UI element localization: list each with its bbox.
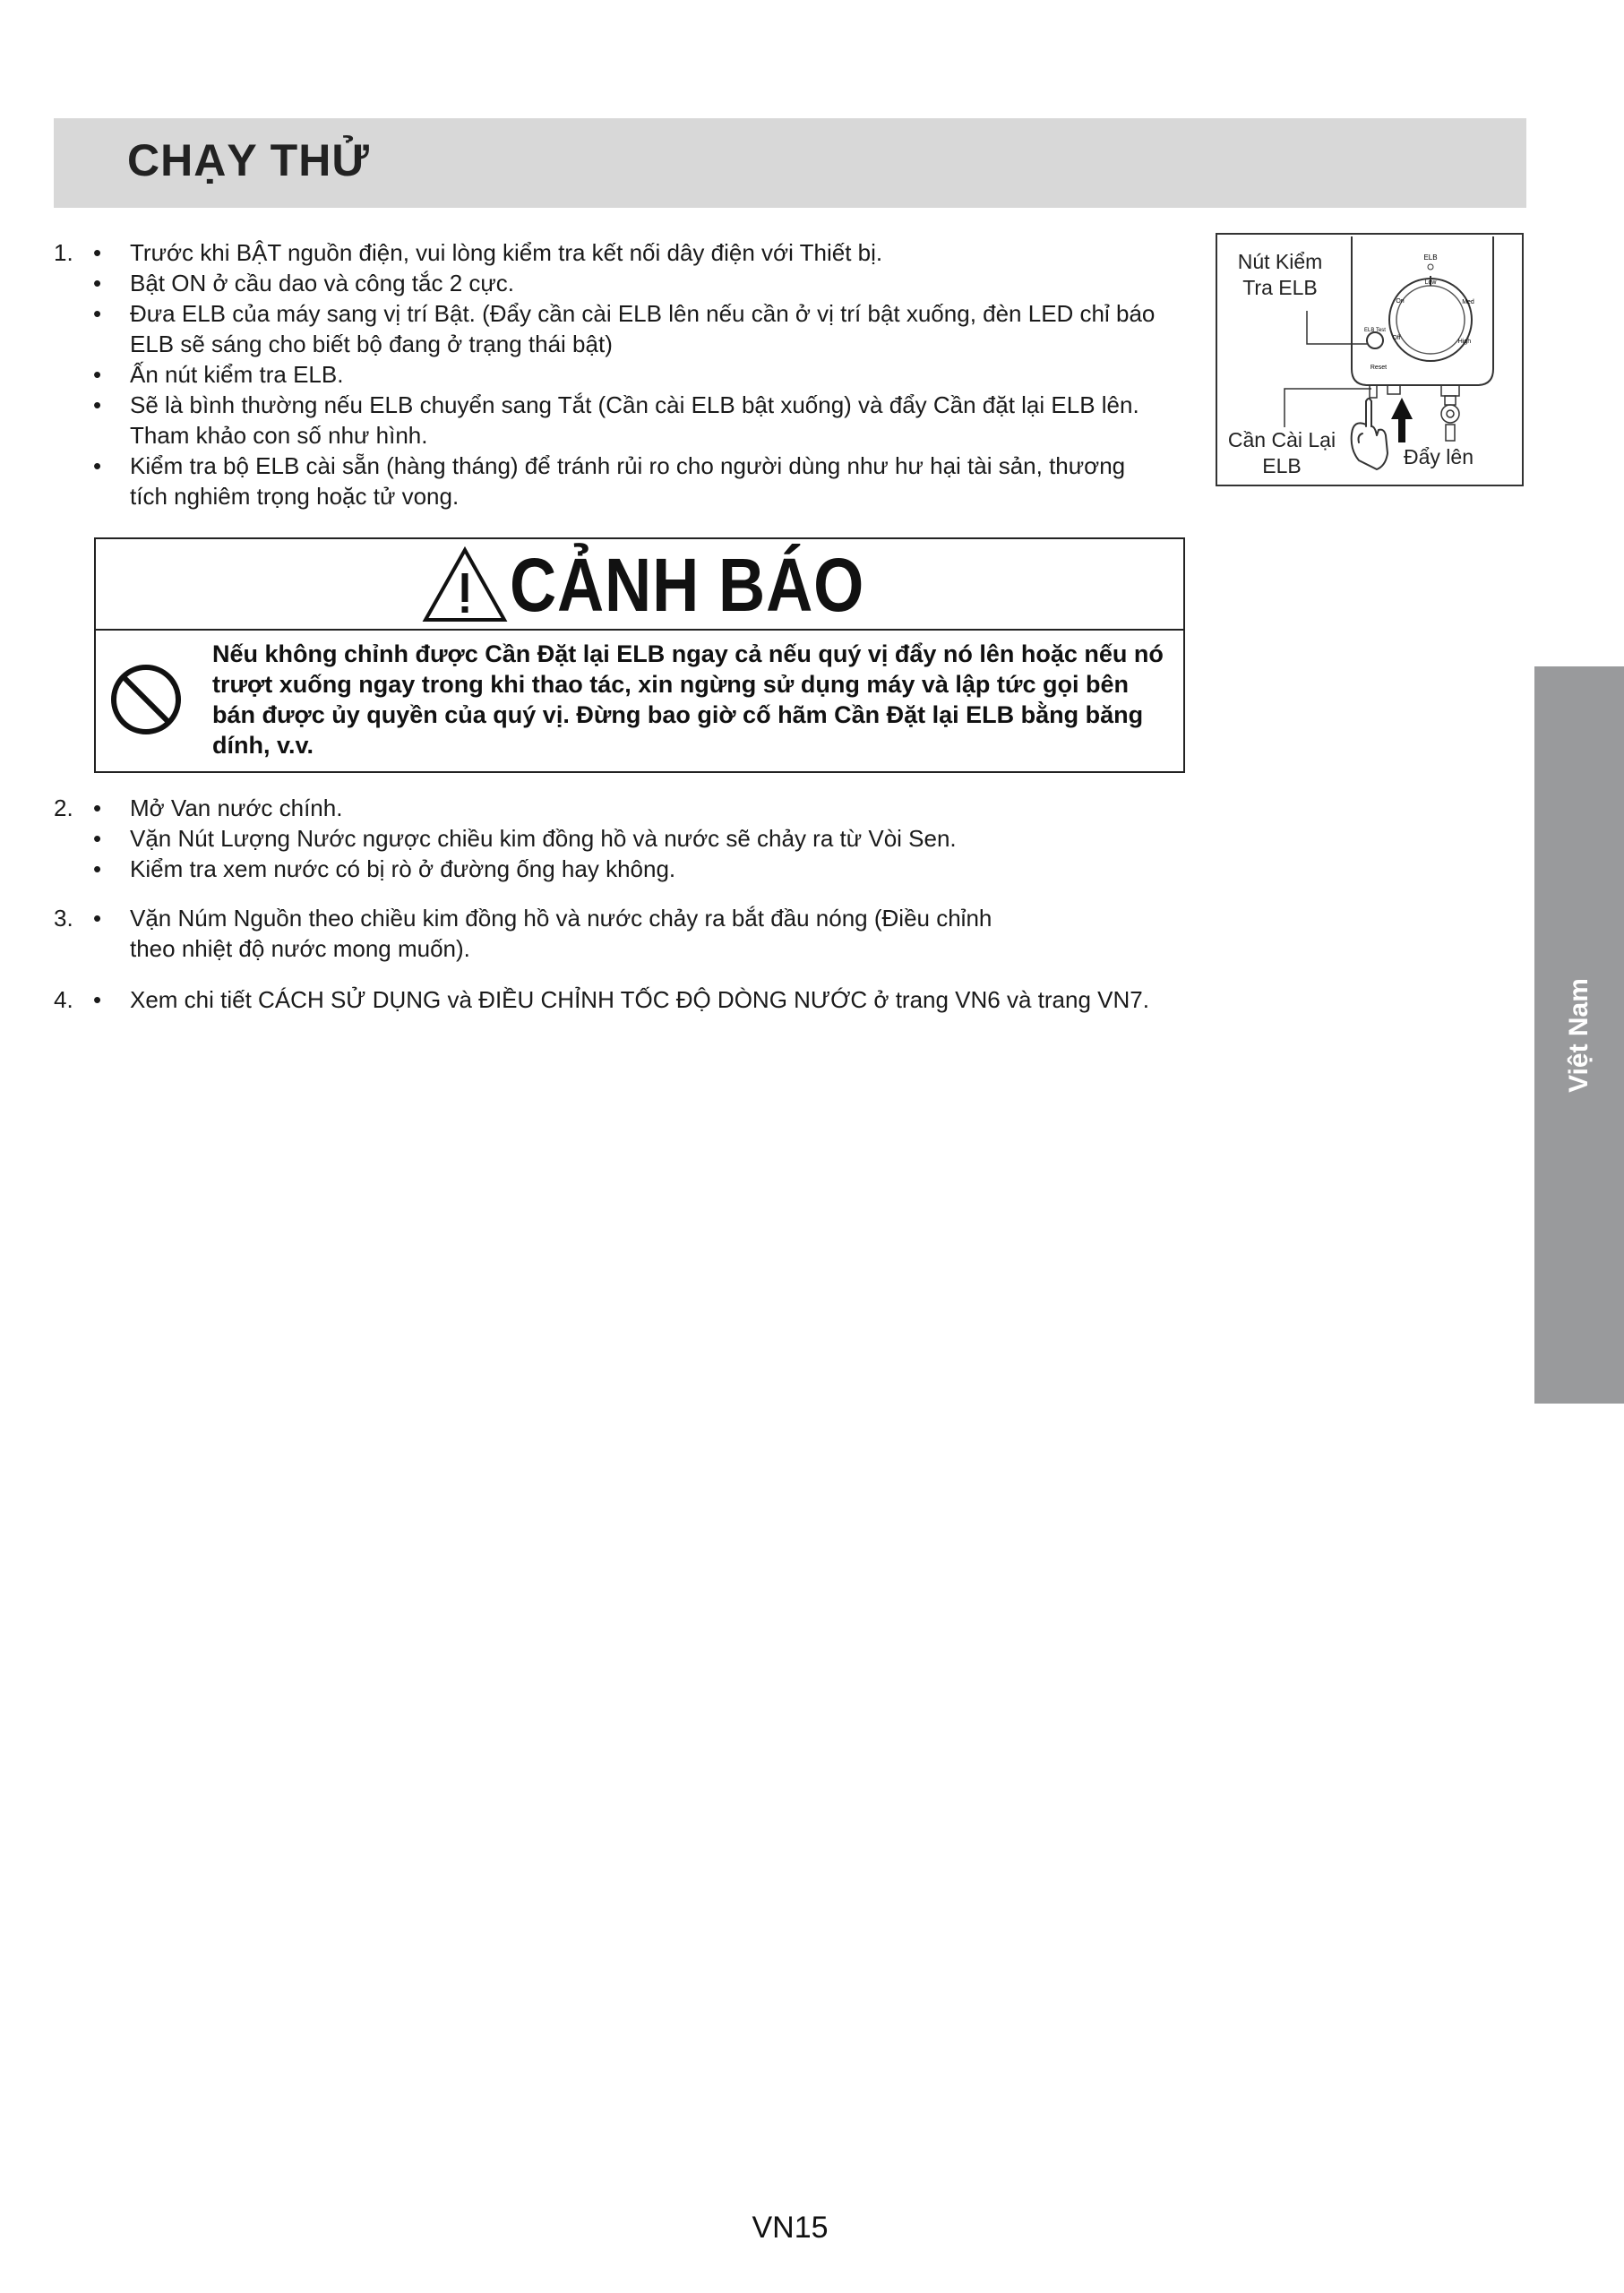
section-1-list <box>93 237 1195 511</box>
list-item: • Bật ON ở cầu dao và công tắc 2 cực. <box>93 270 514 296</box>
pointing-hand-icon <box>1352 399 1388 469</box>
list-item: • Mở Van nước chính. <box>93 794 343 821</box>
prohibition-icon <box>108 662 184 737</box>
list-item: • Trước khi BẬT nguồn điện, vui lòng kiểm tra kết nối dây điện với Thiết bị. <box>93 239 883 266</box>
side-tab-label: Việt Nam <box>1564 977 1594 1093</box>
list-item: • Sẽ là bình thường nếu ELB chuyển sang Tắt (Cần cài ELB bật xuống) và đẩy Cần đặt lại ELB lên. Tham khảo con số như hình. <box>93 391 1139 449</box>
section-2-list <box>93 793 1195 884</box>
warning-box <box>94 537 1185 773</box>
page-title: CHẠY THỬ <box>127 135 370 185</box>
panel-low-label: Low <box>1424 279 1437 286</box>
section-4-list <box>93 984 1195 1015</box>
language-side-tab <box>1534 666 1624 1404</box>
header-bar <box>54 118 1526 208</box>
list-item: • Xem chi tiết CÁCH SỬ DỤNG và ĐIỀU CHỈNH TỐC ĐỘ DÒNG NƯỚC ở trang VN6 và trang VN7. <box>93 986 1149 1013</box>
list-item: • Kiểm tra xem nước có bị rò ở đường ống hay không. <box>93 855 676 882</box>
list-item: • Đưa ELB của máy sang vị trí Bật. (Đẩy cần cài ELB lên nếu cần ở vị trí bật xuống, đèn LED chỉ báo ELB sẽ sáng cho biết bộ đang ở trạng thái bật) <box>93 300 1156 357</box>
panel-off-label: Off <box>1392 335 1401 341</box>
warning-triangle-icon <box>420 545 510 625</box>
elb-test-label: Nút Kiểm Tra ELB <box>1237 250 1323 299</box>
list-item: • Vặn Núm Nguồn theo chiều kim đồng hồ và nước chảy ra bắt đầu nóng (Điều chỉnh theo nhiệt độ nước mong muốn). <box>93 905 992 962</box>
section-number: 4. <box>54 986 73 1013</box>
section-number: 3. <box>54 905 73 932</box>
panel-reset-label: Reset <box>1370 365 1388 371</box>
panel-elb-test-label: ELB Test <box>1364 328 1386 333</box>
up-arrow-icon <box>1391 398 1413 442</box>
warning-text: Nếu không chỉnh được Cần Đặt lại ELB ngay cả nếu quý vị đẩy nó lên hoặc nếu nó trượt xuống ngay trong khi thao tác, xin ngừng sử dụng máy và lập tức gọi bên bán được ủy quyền của quý vị. Đừng bao giờ cố hãm Cần Đặt lại ELB bằng băng dính, v.v. <box>212 640 1164 759</box>
push-up-label: Đẩy lên <box>1404 445 1474 468</box>
panel-on-label: On <box>1396 298 1405 305</box>
page-number: VN15 <box>752 2211 829 2245</box>
warning-header <box>96 539 1183 631</box>
section-3-list <box>93 903 1195 964</box>
warning-title: CẢNH BÁO <box>510 543 865 627</box>
list-item: • Vặn Nút Lượng Nước ngược chiều kim đồng hồ và nước sẽ chảy ra từ Vòi Sen. <box>93 825 957 852</box>
elb-figure <box>1216 233 1524 486</box>
panel-med-label: Med <box>1462 299 1474 305</box>
list-item: • Ấn nút kiểm tra ELB. <box>93 361 344 388</box>
panel-elb-label: ELB <box>1423 253 1438 262</box>
panel-high-label: High <box>1457 339 1472 345</box>
section-number: 1. <box>54 239 73 266</box>
list-item: • Kiểm tra bộ ELB cài sẵn (hàng tháng) để tránh rủi ro cho người dùng như hư hại tài sản, thương tích nghiêm trọng hoặc tử vong. <box>93 452 1126 510</box>
elb-reset-lever-label: Cần Cài Lại ELB <box>1227 428 1336 477</box>
section-number: 2. <box>54 794 73 821</box>
